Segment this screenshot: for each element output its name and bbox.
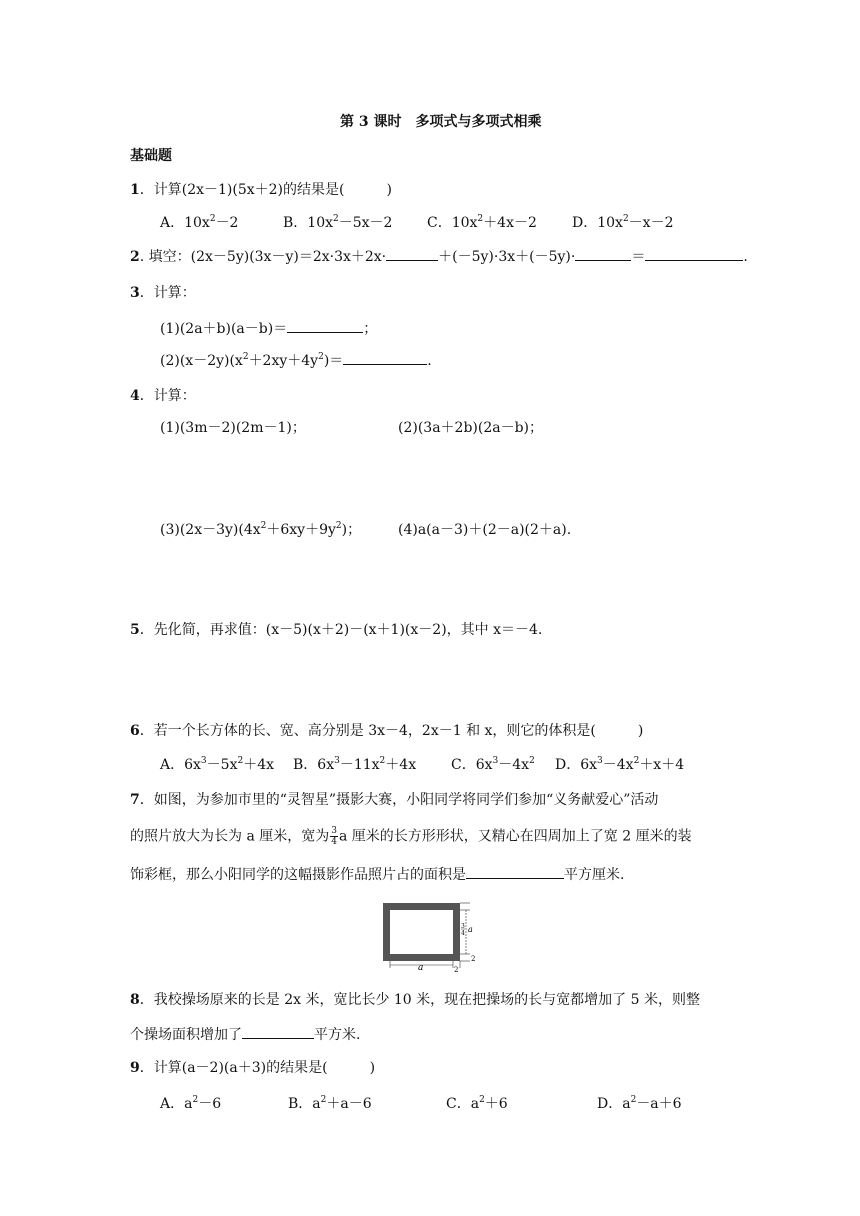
q7-text-b: a 厘米的长方形形状，又精心在四周加上了宽 2 厘米的装 [338,828,692,845]
q1-option-a: A．$10x^2-2$ [160,214,239,231]
question-7-line-2 [130,826,692,847]
q2-part-1: . 填空：(2x－5y)(3x－y)＝2x·3x＋2x· [139,249,387,265]
question-number: 9 [130,1060,140,1076]
q4-sub-1: (1)(3m－2)(2m－1)； [160,420,306,436]
figure-frac-numerator: 3 [461,923,465,930]
figure-frac-denominator: 4 [461,930,465,937]
answer-blank[interactable] [386,246,438,261]
q3-sub-1-end: ； [363,321,378,337]
q2-part-4: . [743,249,748,265]
inner-photo [390,910,453,954]
q3-sub-1 [160,318,377,339]
question-2 [130,246,748,267]
question-3 [130,283,196,303]
q9-option-d: D．$a^2-a+6$ [597,1095,682,1112]
question-text: ．计算(a－2)(a＋3)的结果是( ) [139,1060,376,1076]
q4-sub-2: (2)(3a＋2b)(2a－b)； [398,420,544,436]
q7-text-d: 平方厘米. [564,867,625,883]
question-number: 6 [130,723,140,739]
answer-blank[interactable] [287,318,363,333]
q3-sub-1-text: (1)(2a＋b)(a－b)＝ [160,321,288,337]
answer-blank[interactable] [575,246,631,261]
figure-label-2-right: 2 [471,955,476,963]
question-8-line-1 [130,990,700,1010]
question-number: 7 [130,792,140,808]
answer-blank[interactable] [466,864,564,879]
question-text: ．计算： [139,388,196,404]
q2-part-2: ＋(－5y)·3x＋(－5y)· [438,249,576,265]
q2-part-3: ＝ [631,249,646,265]
question-9 [130,1058,375,1078]
page-title: 第 3 课时 多项式与多项式相乘 [340,114,542,130]
q9-option-a: A．$a^2-6$ [160,1095,222,1112]
q3-sub-2-end: . [427,353,432,369]
q8-text-a: 个操场面积增加了 [130,1027,242,1043]
q3-sub-2: $(2)(x-2y)(x^2+2xy+4y^2)=$ . [160,352,432,369]
q7-text-c: 饰彩框，那么小阳同学的这幅摄影作品照片占的面积是 [130,867,466,883]
q7-text-a: 的照片放大为长为 a 厘米，宽为 [130,828,330,845]
q6-option-b: B．$6x^3-11x^2+4x$ [293,756,417,773]
fraction [330,826,338,847]
q4-sub-4: (4)a(a－3)＋(2－a)(2＋a). [398,522,572,538]
question-8-line-2 [130,1024,360,1045]
question-text: ．我校操场原来的长是 2x 米，宽比长少 10 米，现在把操场的长与宽都增加了 5 米，则整 [139,992,700,1008]
question-number: 3 [130,285,140,301]
question-text: ．如图，为参加市里的“灵智星”摄影大赛，小阳同学将同学们参加“义务献爱心”活动 [139,792,659,808]
q1-option-d: D．$10x^2-x-2$ [572,214,674,231]
question-5 [130,620,542,640]
fraction-numerator: 3 [331,826,337,836]
question-4 [130,386,196,406]
answer-blank[interactable] [343,350,427,365]
question-number: 2 [130,249,140,265]
q9-option-c: C．$a^2+6$ [446,1095,508,1112]
q4-sub-3: $(3)(2x-3y)(4x^2+6xy+9y^2)$； [160,521,362,538]
question-number: 8 [130,992,140,1008]
q6-option-a: A．$6x^3-5x^2+4x$ [160,756,275,773]
question-7-line-3 [130,864,624,885]
q8-text-b: 平方米. [314,1027,361,1043]
question-1 [130,180,392,200]
fraction-denominator: 4 [331,837,337,847]
question-text: ．计算： [139,285,196,301]
question-text: ．若一个长方体的长、宽、高分别是 3x－4，2x－1 和 x，则它的体积是( ) [139,723,644,739]
question-number: 4 [130,388,140,404]
figure-label-a: a [418,963,424,973]
q1-option-b: B．$10x^2-5x-2$ [283,214,393,231]
q9-option-b: B．$a^2+a-6$ [288,1095,372,1112]
answer-blank[interactable] [242,1024,314,1039]
question-6 [130,721,643,741]
q6-option-d: D．$6x^3-4x^2+x+4$ [555,756,685,773]
answer-blank[interactable] [645,246,743,261]
question-number: 1 [130,182,140,198]
figure-frac-a: a [468,925,473,934]
q1-option-c: C．$10x^2+4x-2$ [427,214,537,231]
question-7-line-1 [130,790,658,810]
figure-label-2-bottom: 2 [454,966,459,974]
question-text: ．计算(2x－1)(5x＋2)的结果是( ) [139,182,392,198]
framed-photo-figure [378,898,488,974]
q6-option-c: C．$6x^3-4x^2$ [451,756,535,773]
question-number: 5 [130,622,140,638]
section-heading: 基础题 [130,148,172,164]
question-text: ．先化简，再求值：(x－5)(x＋2)－(x＋1)(x－2)，其中 x＝－4. [139,622,543,638]
